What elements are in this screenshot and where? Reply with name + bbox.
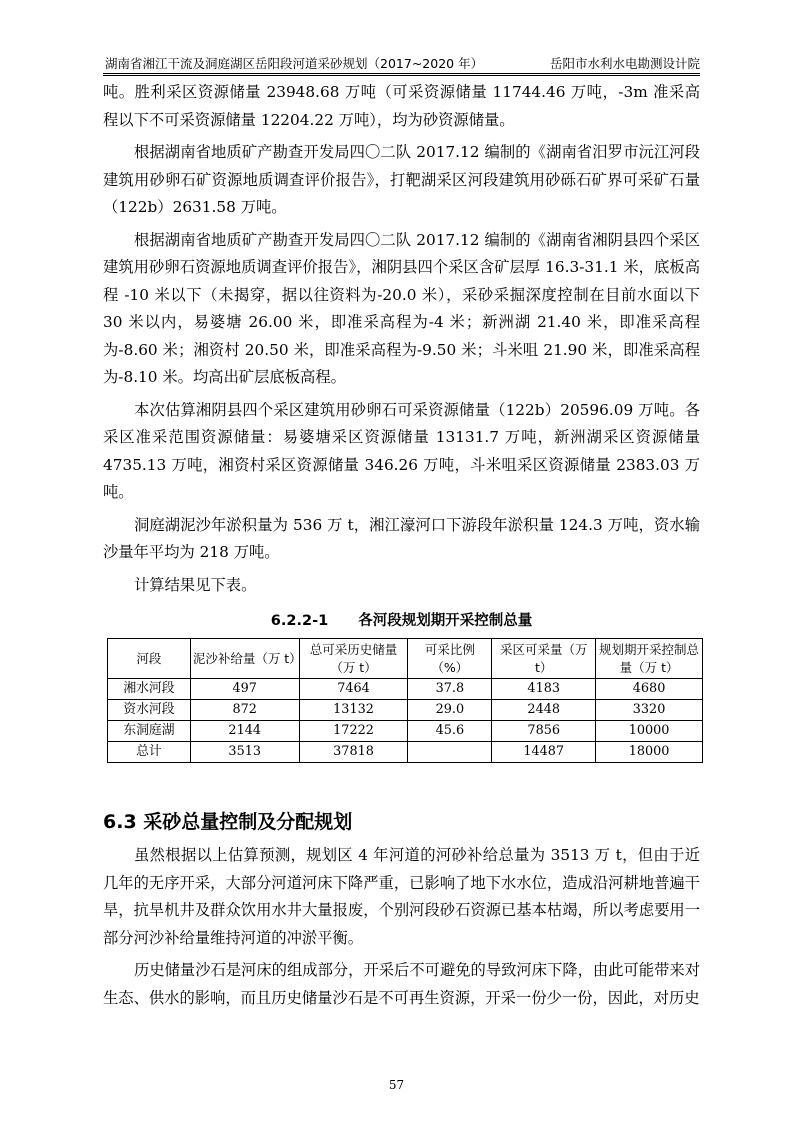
table-cell: 3513 <box>190 742 299 763</box>
header-mining-ratio: 可采比例（%） <box>408 639 492 679</box>
table-row <box>108 679 703 700</box>
table-row <box>108 700 703 721</box>
table-cell: 45.6 <box>408 721 492 742</box>
table-cell: 3320 <box>596 700 703 721</box>
section-paragraph-2: 历史储量沙石是河床的组成部分，开采后不可避免的导致河床下降，由此可能带来对生态、供水的影响，而且历史储量沙石是不可再生资源，开采一份少一份，因此，对历史 <box>103 961 700 1007</box>
table-cell: 29.0 <box>408 700 492 721</box>
table-cell: 14487 <box>492 742 596 763</box>
table-cell: 总计 <box>108 742 191 763</box>
table-cell: 872 <box>190 700 299 721</box>
paragraph-1: 吨。胜利采区资源储量 23948.68 万吨（可采资源储量 11744.46 万吨，-3m 准采高程以下不可采资源储量 12204.22 万吨），均为砂资源储量。 <box>103 83 700 129</box>
section-paragraph-1: 虽然根据以上估算预测，规划区 4 年河道的河砂补给总量为 3513 万 t，但由于近几年的无序开采，大部分河道河床下降严重，已影响了地下水水位，造成沿河耕地普遍干旱，抗旱机井及群众饮用水井大量报废，个别河段砂石资源已基本枯竭，所以考虑要用一部分河沙补给量维持河道的冲淤平衡。 <box>103 846 700 947</box>
header-rule <box>103 73 700 74</box>
table-cell: 497 <box>190 679 299 700</box>
table-caption-title: 各河段规划期开采控制总量 <box>358 613 533 629</box>
page-number: 57 <box>388 1078 405 1092</box>
table-cell: 7856 <box>492 721 596 742</box>
header-historical-reserve: 总可采历史储量（万 t） <box>299 639 408 679</box>
table-cell: 2144 <box>190 721 299 742</box>
paragraph-5: 洞庭湖泥沙年淤积量为 536 万 t，湘江濠河口下游段年淤积量 124.3 万吨，资水输沙量年平均为 218 万吨。 <box>103 515 700 561</box>
header-area-mineable: 采区可采量（万 t） <box>492 639 596 679</box>
section-body-text <box>103 842 700 1012</box>
table-cell: 17222 <box>299 721 408 742</box>
table-cell: 18000 <box>596 742 703 763</box>
table-cell: 东洞庭湖 <box>108 721 191 742</box>
page-header <box>103 52 700 72</box>
table-cell: 13132 <box>299 700 408 721</box>
table-cell: 4183 <box>492 679 596 700</box>
paragraph-3: 根据湖南省地质矿产勘查开发局四〇二队 2017.12 编制的《湖南省湘阴县四个采区建筑用砂卵石资源地质调查评价报告》，湘阴县四个采区含矿层厚 16.3-31.1 米，底板高程 -10 米以下（未揭穿，据以往资料为-20.0 米），采砂采掘深度控制在目前水面以下 30 米以内，易婆塘 26.00 米，即准采高程为-4 米；新洲湖 21.40 米，即准采高程为-8.60 米；湘资村 20.50 米，即准采高程为-9.50 米；斗米咀 21.90 米，即准采高程为-8.10 米。均高出矿层底板高程。 <box>103 230 700 386</box>
table-cell: 湘水河段 <box>108 679 191 700</box>
table-row <box>108 721 703 742</box>
header-rule-thin <box>103 75 700 76</box>
table-cell: 2448 <box>492 700 596 721</box>
table-header-row <box>108 639 703 679</box>
header-control-total: 规划期开采控制总量（万 t） <box>596 639 703 679</box>
paragraph-4: 本次估算湘阴县四个采区建筑用砂卵石可采资源储量（122b）20596.09 万吨。各采区准采范围资源储量：易婆塘采区资源储量 13131.7 万吨，新洲湖采区资源储量 4735.13 万吨，湘资村采区资源储量 346.26 万吨，斗米咀采区资源储量 2383.03 万吨。 <box>103 400 700 501</box>
table-cell: 10000 <box>596 721 703 742</box>
table-cell <box>408 742 492 763</box>
table-row-total <box>108 742 703 763</box>
header-sediment-supply: 泥沙补给量（万 t） <box>190 639 299 679</box>
table-caption <box>103 609 700 630</box>
table-cell: 4680 <box>596 679 703 700</box>
header-document-title: 湖南省湘江干流及洞庭湖区岳阳段河道采砂规划（2017~2020 年） <box>105 56 484 71</box>
table-cell: 7464 <box>299 679 408 700</box>
table-cell: 资水河段 <box>108 700 191 721</box>
header-river-section: 河段 <box>108 639 191 679</box>
table-cell: 37.8 <box>408 679 492 700</box>
header-organization: 岳阳市水利水电勘测设计院 <box>549 56 700 71</box>
table-caption-number: 6.2.2-1 <box>270 613 329 629</box>
section-heading: 6.3 采砂总量控制及分配规划 <box>103 811 353 833</box>
body-text <box>103 79 700 599</box>
paragraph-2: 根据湖南省地质矿产勘查开发局四〇二队 2017.12 编制的《湖南省汨罗市沅江河段建筑用砂卵石矿资源地质调查评价报告》，打靶湖采区河段建筑用砂砾石矿界可采矿石量（122b）2631.58 万吨。 <box>103 143 700 216</box>
table-cell: 37818 <box>299 742 408 763</box>
control-total-table <box>107 638 703 763</box>
paragraph-6: 计算结果见下表。 <box>134 575 257 594</box>
